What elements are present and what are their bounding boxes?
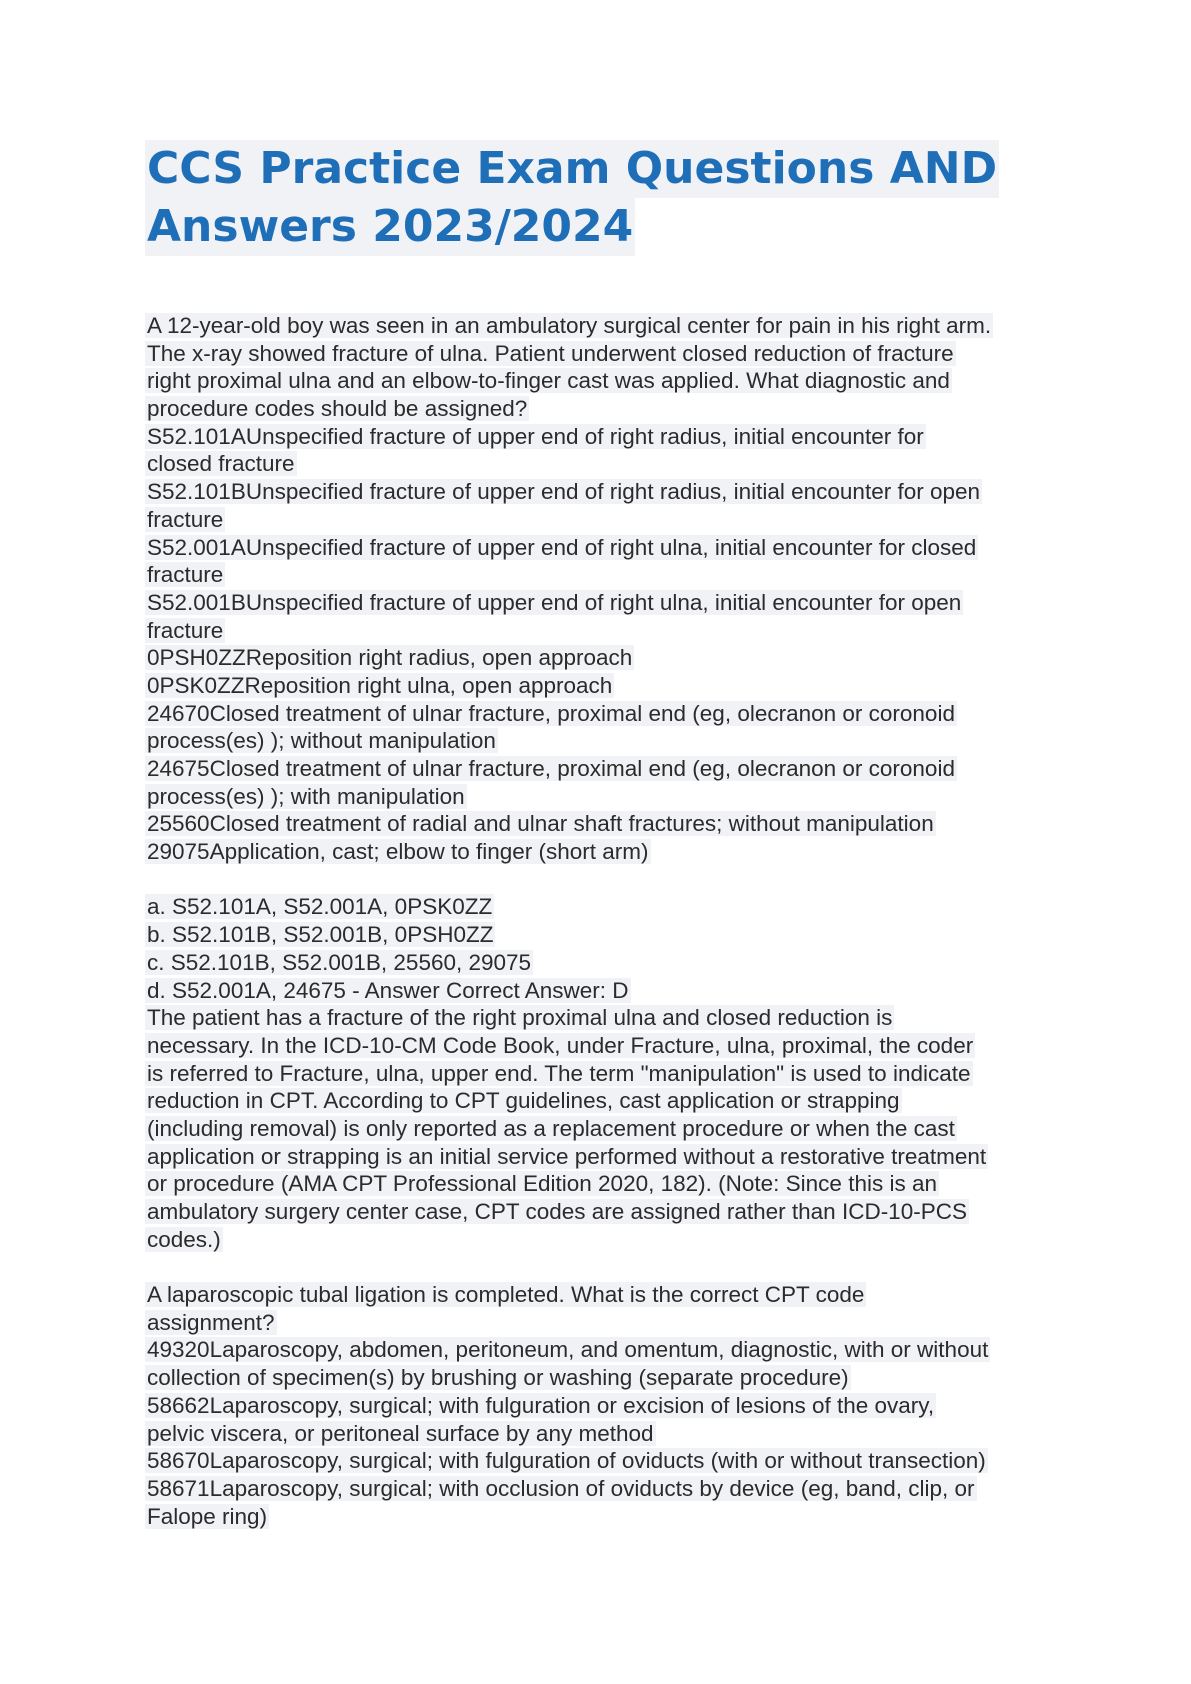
code-entry-line: fracture [147, 506, 224, 532]
code-entry-line: 49320Laparoscopy, abdomen, peritoneum, and omentum, diagnostic, with or without [147, 1337, 989, 1363]
code-entry-line: S52.001BUnspecified fracture of upper end of right ulna, initial encounter for open [147, 589, 962, 615]
code-entry-line: 58671Laparoscopy, surgical; with occlusion of oviducts by device (eg, band, clip, or [147, 1475, 975, 1501]
question-1-stem-line: right proximal ulna and an elbow-to-finger cast was applied. What diagnostic and [147, 368, 950, 394]
code-entry-line: 29075Application, cast; elbow to finger (short arm) [147, 839, 649, 865]
code-entry-line: S52.101AUnspecified fracture of upper end of right radius, initial encounter for [147, 423, 924, 449]
code-entry-line: fracture [147, 562, 224, 588]
code-entry-line: 58662Laparoscopy, surgical; with fulguration or excision of lesions of the ovary, [147, 1392, 935, 1418]
question-1-stem-line: The x-ray showed fracture of ulna. Patient underwent closed reduction of fracture [147, 340, 954, 366]
code-entry-line: pelvic viscera, or peritoneal surface by any method [147, 1420, 654, 1446]
title-line: Answers 2023/2024 [145, 198, 635, 256]
answer-option-d: d. S52.001A, 24675 - Answer Correct Answer: D [147, 977, 629, 1003]
blank-line [145, 1253, 1060, 1281]
code-entry-line: 24670Closed treatment of ulnar fracture, proximal end (eg, olecranon or coronoid [147, 700, 955, 726]
code-entry-line: collection of specimen(s) by brushing or washing (separate procedure) [147, 1365, 849, 1391]
blank-line [145, 866, 1060, 894]
code-entry-line: 25560Closed treatment of radial and ulnar shaft fractures; without manipulation [147, 811, 934, 837]
code-entry-line: Falope ring) [147, 1503, 268, 1529]
title-line: CCS Practice Exam Questions AND [145, 140, 999, 198]
code-entry-line: 0PSH0ZZReposition right radius, open approach [147, 645, 633, 671]
code-entry-line: S52.101BUnspecified fracture of upper end of right radius, initial encounter for open [147, 479, 981, 505]
document-title [145, 140, 1045, 256]
document-body [145, 312, 1060, 1530]
code-entry-line: 58670Laparoscopy, surgical; with fulguration of oviducts (with or without transection) [147, 1448, 986, 1474]
explanation-line: reduction in CPT. According to CPT guidelines, cast application or strapping [147, 1088, 900, 1114]
explanation-line: or procedure (AMA CPT Professional Edition 2020, 182). (Note: Since this is an [147, 1171, 937, 1197]
code-entry-line: closed fracture [147, 451, 295, 477]
explanation-line: is referred to Fracture, ulna, upper end. The term "manipulation" is used to indicate [147, 1060, 971, 1086]
code-entry-line: fracture [147, 617, 224, 643]
explanation-line: The patient has a fracture of the right proximal ulna and closed reduction is [147, 1005, 893, 1031]
explanation-line: application or strapping is an initial service performed without a restorative treatment [147, 1143, 987, 1169]
answer-option-b: b. S52.101B, S52.001B, 0PSH0ZZ [147, 922, 494, 948]
question-2-stem-line: assignment? [147, 1309, 275, 1335]
code-entry-line: process(es) ); without manipulation [147, 728, 496, 754]
code-entry-line: S52.001AUnspecified fracture of upper end of right ulna, initial encounter for closed [147, 534, 977, 560]
question-2-stem-line: A laparoscopic tubal ligation is completed. What is the correct CPT code [147, 1282, 865, 1308]
code-entry-line: 0PSK0ZZReposition right ulna, open approach [147, 672, 613, 698]
code-entry-line: process(es) ); with manipulation [147, 783, 465, 809]
explanation-line: ambulatory surgery center case, CPT codes are assigned rather than ICD-10-PCS [147, 1199, 967, 1224]
question-1-stem-line: procedure codes should be assigned? [147, 396, 528, 422]
code-entry-line: 24675Closed treatment of ulnar fracture, proximal end (eg, olecranon or coronoid [147, 756, 955, 781]
explanation-line: necessary. In the ICD-10-CM Code Book, under Fracture, ulna, proximal, the coder [147, 1032, 974, 1058]
question-1-stem-line: A 12-year-old boy was seen in an ambulatory surgical center for pain in his right arm. [147, 313, 992, 338]
answer-option-a: a. S52.101A, S52.001A, 0PSK0ZZ [147, 894, 493, 920]
explanation-line: (including removal) is only reported as a replacement procedure or when the cast [147, 1115, 955, 1141]
explanation-line: codes.) [147, 1226, 221, 1252]
answer-option-c: c. S52.101B, S52.001B, 25560, 29075 [147, 949, 532, 975]
